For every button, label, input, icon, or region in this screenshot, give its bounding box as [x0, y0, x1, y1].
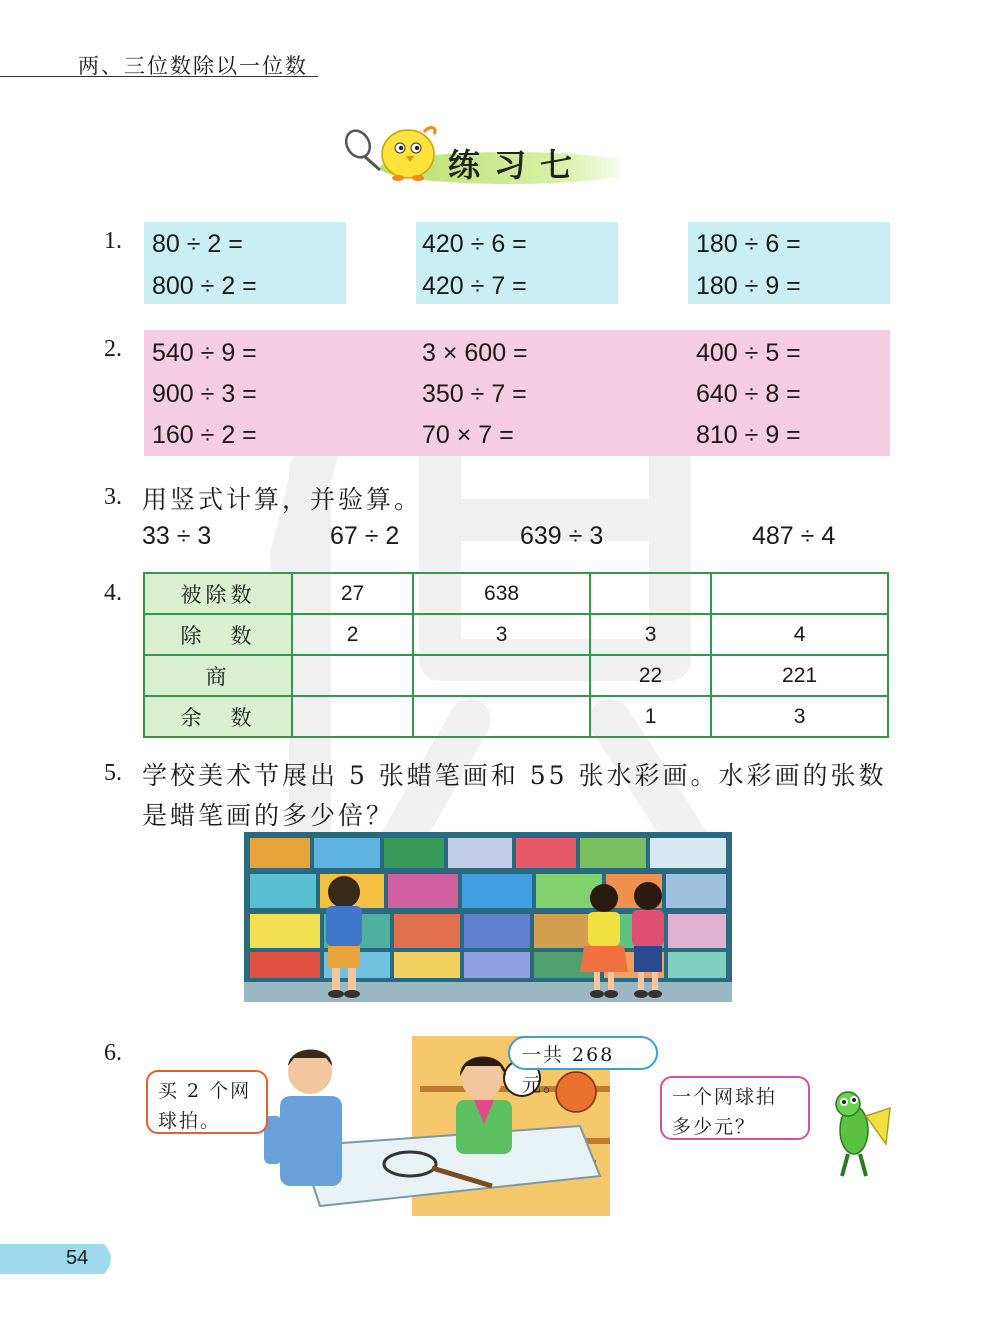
page-number: 54 [66, 1247, 89, 1269]
table-cell [292, 696, 413, 737]
table-cell: 3 [590, 614, 711, 655]
q1-equation: 180 ÷ 6 = [696, 230, 801, 258]
boy-speech-bubble [146, 1070, 268, 1134]
row-label: 商 [144, 655, 292, 696]
table-cell [590, 573, 711, 614]
q5-line-1: 学校美术节展出 5 张蜡笔画和 55 张水彩画。水彩画的张数 [142, 761, 887, 790]
q2-equation: 3 × 600 = [422, 339, 528, 367]
bubble-line: 多少元？ [672, 1116, 757, 1138]
table-cell: 638 [413, 573, 590, 614]
bubble-line: 一个网球拍 [672, 1086, 778, 1108]
table-cell [413, 655, 590, 696]
q3-number: 3. [104, 484, 122, 510]
table-cell: 4 [711, 614, 888, 655]
table-cell [711, 573, 888, 614]
table-row [144, 573, 888, 614]
q2-equation: 540 ÷ 9 = [152, 339, 257, 367]
bug-speech-bubble [660, 1076, 810, 1140]
table-cell [292, 655, 413, 696]
q4-number: 4. [104, 580, 122, 606]
exercise-title: 练习七 [448, 146, 587, 184]
table-cell: 2 [292, 614, 413, 655]
q6-number: 6. [104, 1040, 122, 1066]
q2-number: 2. [104, 336, 122, 362]
page-number-tab [0, 1244, 118, 1274]
table-cell [413, 696, 590, 737]
chapter-title: 两、三位数除以一位数 [78, 54, 308, 78]
q2-equation: 400 ÷ 5 = [696, 339, 801, 367]
table-row [144, 655, 888, 696]
bubble-line: 球拍。 [158, 1110, 222, 1132]
q2-equation: 640 ÷ 8 = [696, 380, 801, 408]
table-cell: 221 [711, 655, 888, 696]
q2-equation: 900 ÷ 3 = [152, 380, 257, 408]
q5-number: 5. [104, 760, 122, 786]
table-cell: 3 [413, 614, 590, 655]
tennis-racket-icon [341, 126, 380, 170]
division-table [143, 572, 889, 738]
row-label: 被除数 [144, 573, 292, 614]
q3-item: 33 ÷ 3 [142, 522, 212, 550]
q3-item: 487 ÷ 4 [752, 522, 836, 550]
q1-equation: 420 ÷ 6 = [422, 230, 527, 258]
q1-equation: 420 ÷ 7 = [422, 272, 527, 300]
table-cell: 27 [292, 573, 413, 614]
q5-line-2: 是蜡笔画的多少倍？ [142, 801, 395, 830]
q2-equation: 810 ÷ 9 = [696, 421, 801, 449]
table-row [144, 614, 888, 655]
q1-equation: 80 ÷ 2 = [152, 230, 243, 258]
customer-boy-figure [264, 1050, 342, 1187]
header-rule [0, 76, 318, 77]
table-cell: 1 [590, 696, 711, 737]
q1-equation: 180 ÷ 9 = [696, 272, 801, 300]
table-cell: 3 [711, 696, 888, 737]
q3-item: 67 ÷ 2 [330, 522, 400, 550]
row-label: 余 数 [144, 696, 292, 737]
shop-clerk-figure [456, 1057, 512, 1155]
table-row [144, 696, 888, 737]
q2-equation: 70 × 7 = [422, 421, 514, 449]
q3-prompt: 用竖式计算，并验算。 [142, 485, 423, 514]
q2-equation: 160 ÷ 2 = [152, 421, 257, 449]
q2-equation: 350 ÷ 7 = [422, 380, 527, 408]
q1-number: 1. [104, 228, 122, 254]
row-label: 除 数 [144, 614, 292, 655]
art-exhibition-illustration [244, 832, 732, 1002]
bubble-line: 买 2 个网 [158, 1080, 252, 1102]
table-cell: 22 [590, 655, 711, 696]
q1-equation: 800 ÷ 2 = [152, 272, 257, 300]
bug-character-icon [826, 1086, 898, 1186]
clerk-speech-bubble: 一共 268 元。 [508, 1036, 658, 1070]
q3-item: 639 ÷ 3 [520, 522, 604, 550]
